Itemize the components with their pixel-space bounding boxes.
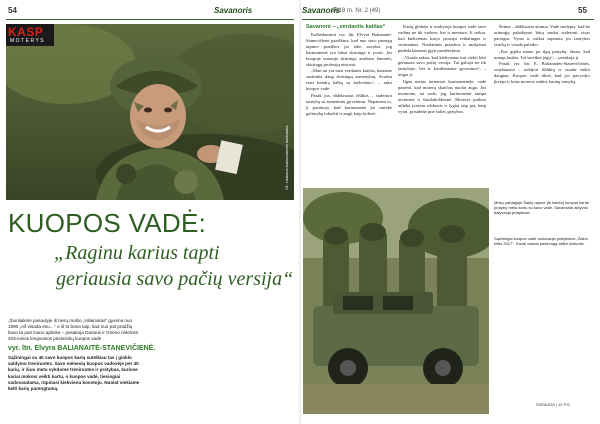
brand-logo-left: Savanoris	[214, 6, 253, 15]
text-column-2	[398, 24, 486, 116]
page-number-left: 54	[8, 6, 17, 15]
page-number-right: 55	[578, 6, 587, 15]
text-column-3	[494, 24, 590, 86]
paragraph: Ilgus metus tarnavusi kariuomenėje, vadė pastebi, kad moterų skaičius nuolat auga. Jos nuomone, tai rodo, jog kariuomenė tampa atviresnė ir šiuolaikiškesnė. Moterys puikiai atlieka įvairias užduotis ir lygiai taip pat, kaip vyrai, prisideda prie šalies gynybos.	[398, 79, 486, 114]
kasp-badge-subtitle: MOTERYS	[10, 38, 46, 44]
paragraph: Pasak vyr. ltn. E. Balianaitės-Stanevičienės, svarbiausia – nebijoti iššūkių ir visada siekti daugiau. Kuopos vadė tikisi, kad jos pavyzdys įkvėps ir kitas moteris rinktis karinę tarnybą.	[494, 61, 590, 85]
paragraph: „Man tai yra tarsi verdantis katilas, kuriame susitinka daug skirtingų asmenybių. Svarbu rasti bendrą kalbą su kiekvienu“, – sako kuopos vadė.	[306, 68, 392, 92]
paragraph: „Visada sakau, kad kiekvienas turi siekti būti geriausia savo pačių versija. Tai galioja ne tik tarnyboje, bet ir kasdieniame gyvenime“, – teigia ji.	[398, 54, 486, 78]
photo-credit: Vll. Lietuvos kariuomenės nuotrauka	[284, 125, 289, 190]
main-photo	[6, 24, 294, 200]
photo-caption-1: Mūsų pabaigoje Šakių rajone (iš kairės) kuopos kariai pratybų metu kartu su savo vade. Savanoriai aktyviai dalyvauja pratybose.	[494, 200, 589, 215]
paragraph: Šeima – didžiausia atrama. Vadė neslepia, kad be artimųjų palaikymo būtų sunku suderinti visas pareigas. Vyras ir vaikai supranta jos tarnybos svarbą ir visada palaiko.	[494, 24, 590, 47]
brand-logo-right: Savanoris	[302, 6, 341, 15]
paragraph: Karių globėja ir mokytoja kuopos vadė save vadina ne tik vadove, bet ir mentore. Ji siekia, kad kiekvienas karys jaustųsi reikalingas ir vertinamas. Nuolatinės pratybos ir mokymai padeda kariams įgyti pasitikėjimo.	[398, 24, 486, 53]
lead-paragraph: Sąžiningai su 40 savo kuopos karių sutelkiau tas į ginklo valdymo treniruotes. Savo mėnesių kuopos vadovėje per 40 karių, ir šiuo metu vykdome treniruotes ir pratybas, kuriose kariai mokosi veikti kartu, o kuopos vadė, tiesiogiai vadovaudama, rūpinasi kiekvienu kovotoju. Nuolat siekiame kelti karių parengtumą.	[8, 355, 140, 392]
kasp-badge-title: KASP	[8, 25, 44, 39]
soldier-photo-illustration	[6, 24, 294, 200]
article-title: KUOPOS VADĖ:	[8, 208, 207, 238]
soldiers-vehicle-illustration	[303, 188, 489, 414]
kasp-badge	[6, 24, 54, 46]
page-footer-signature: SVEIKATA | 10 P.S.	[536, 402, 571, 407]
issue-info: 2018 m. Nr. 2 (49)	[332, 8, 381, 14]
paragraph: Pasak jos, didžiausias iššūkis – suderinti tarnybą su asmeniniu gyvenimu. Nepaisant to, ji pasakoja, kad kariuomenė jai suteikė galimybę tobulėti ir augti kaip lyderei.	[306, 93, 392, 116]
header-rule-right	[302, 19, 594, 20]
paragraph: „Kai grįžtu namo po ilgų pratybų, žinau, kad manęs laukia. Tai suteikia jėgų“, – pasakoja ji.	[494, 48, 590, 60]
page-gutter	[299, 0, 301, 424]
header-rule-left	[6, 19, 294, 20]
article-quote-line-1: „Raginu karius tapti	[54, 242, 220, 264]
photo-caption-2: Sąžiningai kuopos vadė vadovauja pratyboms „Žaibo kirtis 2017“. Kariai visada pasirengę atlikti užduotis.	[494, 236, 588, 246]
paragraph: Kalbėdamiesi vyr. ltn. Elvyra Balianaitė-Stanevičienė paaiškina, kad nuo savo pareigų tapimo pradžios jai teko suvokti, jog kariuomenė yra labai skirtinga ir įvairi. Jos kuopoje tarnauja skirtingo amžiaus žmonės, skirtingų profesijų atstovai.	[306, 32, 392, 67]
section-title: Savanorė – „verdantis katilas“	[306, 24, 386, 30]
author-name: vyr. ltn. Elvyra BALIANAITĖ-STANEVIČIENĖ.	[8, 345, 156, 352]
intro-text: „Šiuolaikinė pasaulyje iš tiesų mušio „Hiliariukas“ gyvena nuo 1990 „Aš visada esu…“ o iš to būna taip, kad nuo pat pradžių buvo ta pati mano aplinka – pasakoja Dariaus ir Girėno rinktinės 203-iosios lengvosios pėstininkų kuopos vadė	[8, 318, 139, 341]
article-quote-line-2: geriausia savo pačių versija“	[56, 268, 294, 290]
soldiers-vehicle-photo	[303, 188, 489, 414]
text-column-1	[306, 32, 392, 118]
